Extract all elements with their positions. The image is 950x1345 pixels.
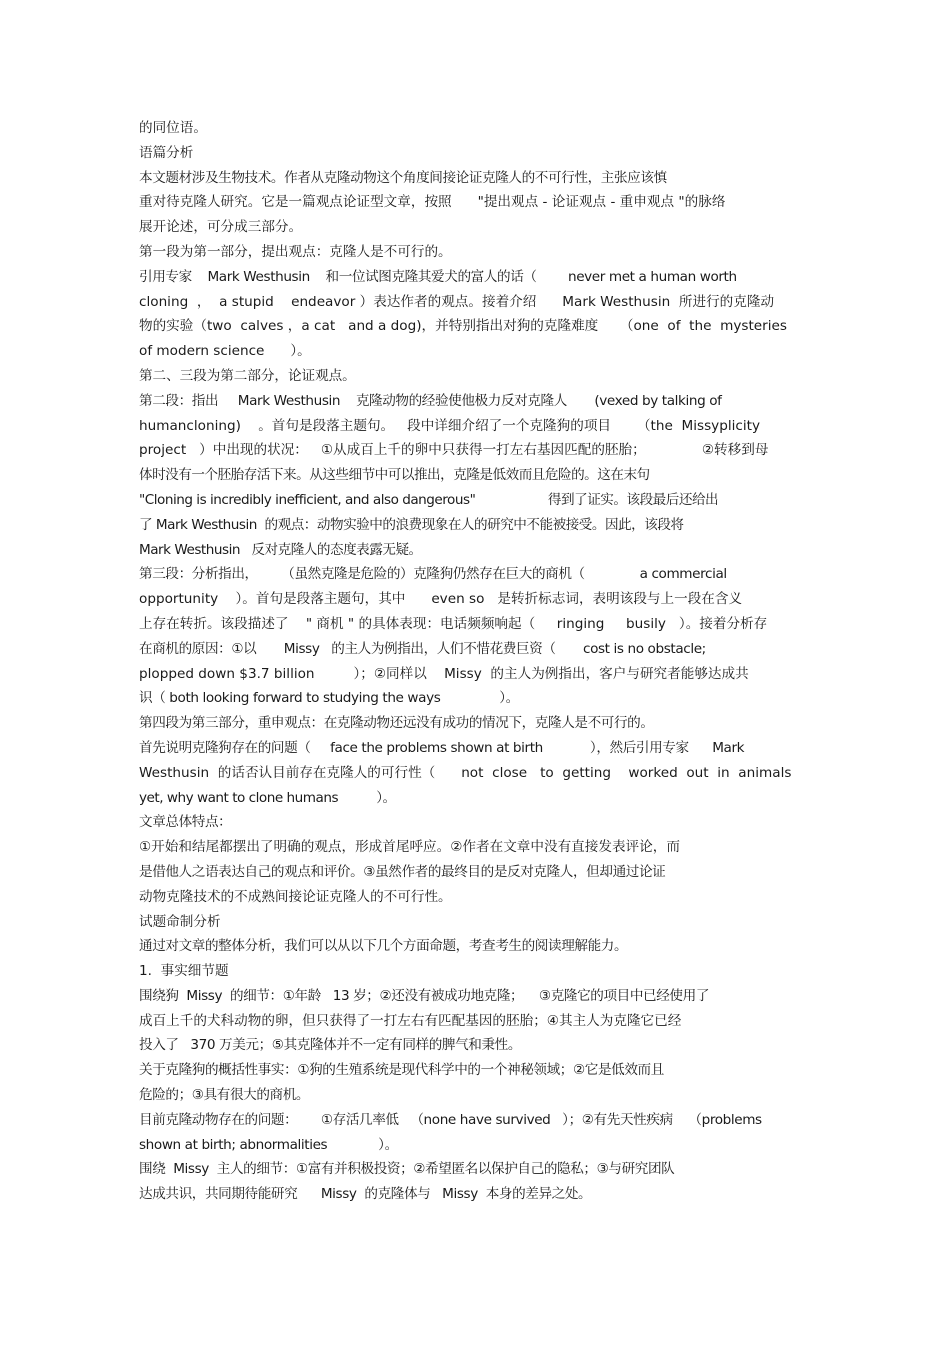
text-line: 达成共识，共同期待能研究 Missy 的克隆体与 Missy 本身的差异之处。 xyxy=(139,1186,592,1203)
text-line: 第一段为第一部分，提出观点：克隆人是不可行的。 xyxy=(139,243,452,260)
text-line: 关于克隆狗的概括性事实：①狗的生殖系统是现代科学中的一个神秘领域；②它是低效而且 xyxy=(139,1062,664,1079)
text-line: 首先说明克隆狗存在的问题（ face the problems shown at birth ），然后引用专家 Mark xyxy=(139,739,745,756)
text-line: 识（ both looking forward to studying the ways ）。 xyxy=(139,690,519,707)
text-line: 引用专家 Mark Westhusin 和一位试图克隆其爱犬的富人的话（ never met a human worth xyxy=(139,268,737,285)
section-heading: 试题命制分析 xyxy=(139,913,221,930)
text-line: yet, why want to clone humans ）。 xyxy=(139,789,396,806)
text-line: 第四段为第三部分，重申观点：在克隆动物还远没有成功的情况下，克隆人是不可行的。 xyxy=(139,715,654,732)
text-line: Westhusin 的话否认目前存在克隆人的可行性（ not close to getting worked out in animals xyxy=(139,764,792,781)
text-line: "Cloning is incredibly inefficient, and also dangerous" 得到了证实。该段最后还给出 xyxy=(139,491,719,508)
text-line: 围绕 Missy 主人的细节：①富有并积极投资；②希望匿名以保护自己的隐私；③与研究团队 xyxy=(139,1161,675,1178)
text-line: 危险的；③具有很大的商机。 xyxy=(139,1087,310,1104)
text-line: shown at birth; abnormalities ）。 xyxy=(139,1136,398,1153)
text-line: 在商机的原因：①以 Missy 的主人为例指出，人们不惜花费巨资（ cost is no obstacle; xyxy=(139,640,706,657)
text-line: humancloning) 。首句是段落主题句。 段中详细介绍了一个克隆狗的项目 （the Missyplicity xyxy=(139,417,761,434)
text-line: project ）中出现的状况： ①从成百上千的卵中只获得一打左右基因匹配的胚胎； ②转移到母 xyxy=(139,442,769,459)
text-line: Mark Westhusin 反对克隆人的态度表露无疑。 xyxy=(139,541,422,558)
text-line: 是借他人之语表达自己的观点和评价。③虽然作者的最终目的是反对克隆人，但却通过论证 xyxy=(139,863,666,880)
section-heading: 文章总体特点： xyxy=(139,814,232,831)
text-line: 动物克隆技术的不成熟间接论证克隆人的不可行性。 xyxy=(139,888,452,905)
text-line: 第二、三段为第二部分，论证观点。 xyxy=(139,367,356,384)
text-line: 物的实验（two calves ，a cat and a dog)，并特别指出对狗的克隆难度 （one of the mysteries xyxy=(139,318,787,335)
text-line: 围绕狗 Missy 的细节：①年龄 13 岁；②还没有被成功地克隆； ③克隆它的项目中已经使用了 xyxy=(139,987,710,1004)
text-line: 的同位语。 xyxy=(139,120,207,136)
section-heading: 1. 事实细节题 xyxy=(139,963,229,980)
text-line: opportunity ）。首句是段落主题句，其中 even so 是转折标志词，表明该段与上一段在含义 xyxy=(139,591,743,608)
text-line: cloning ， a stupid endeavor ）表达作者的观点。接着介绍 Mark Westhusin 所进行的克隆动 xyxy=(139,293,775,310)
text-line: 第二段：指出 Mark Westhusin 克隆动物的经验使他极力反对克隆人 (vexed by talking of xyxy=(139,392,722,409)
text-line: 上存在转折。该段描述了 " 商机 " 的具体表现：电话频频响起（ ringing busily ）。接着分析存 xyxy=(139,615,768,632)
text-line: 了 Mark Westhusin 的观点：动物实验中的浪费现象在人的研究中不能被接受。因此，该段将 xyxy=(139,516,684,533)
text-line: ①开始和结尾都摆出了明确的观点，形成首尾呼应。②作者在文章中没有直接发表评论，而 xyxy=(139,839,680,856)
text-line: 通过对文章的整体分析，我们可以从以下几个方面命题，考查考生的阅读理解能力。 xyxy=(139,938,628,955)
text-line: 目前克隆动物存在的问题： ①存活几率低 （none have survived ）；②有先天性疾病 （problems xyxy=(139,1111,762,1128)
text-line: 成百上千的犬科动物的卵，但只获得了一打左右有匹配基因的胚胎；④其主人为克隆它已经 xyxy=(139,1012,682,1029)
text-line: 重对待克隆人研究。它是一篇观点论证型文章，按照 "提出观点 - 论证观点 - 重申观点 "的脉络 xyxy=(139,194,726,211)
text-line: 体时没有一个胚胎存活下来。从这些细节中可以推出，克隆是低效而且危险的。这在末句 xyxy=(139,467,650,484)
text-line: 展开论述，可分成三部分。 xyxy=(139,219,303,236)
text-line: of modern science ）。 xyxy=(139,343,311,360)
document-body xyxy=(139,116,814,1207)
text-line: 本文题材涉及生物技术。作者从克隆动物这个角度间接论证克隆人的不可行性，主张应该慎 xyxy=(139,169,667,186)
text-line: 投入了 370 万美元；⑤其克隆体并不一定有同样的脾气和秉性。 xyxy=(139,1037,522,1054)
text-line: 第三段：分析指出， （虽然克隆是危险的）克隆狗仍然存在巨大的商机（ a commercial xyxy=(139,566,727,583)
text-line: plopped down $3.7 billion ）；②同样以 Missy 的主人为例指出，客户与研究者能够达成共 xyxy=(139,665,749,682)
section-heading: 语篇分析 xyxy=(139,144,194,161)
